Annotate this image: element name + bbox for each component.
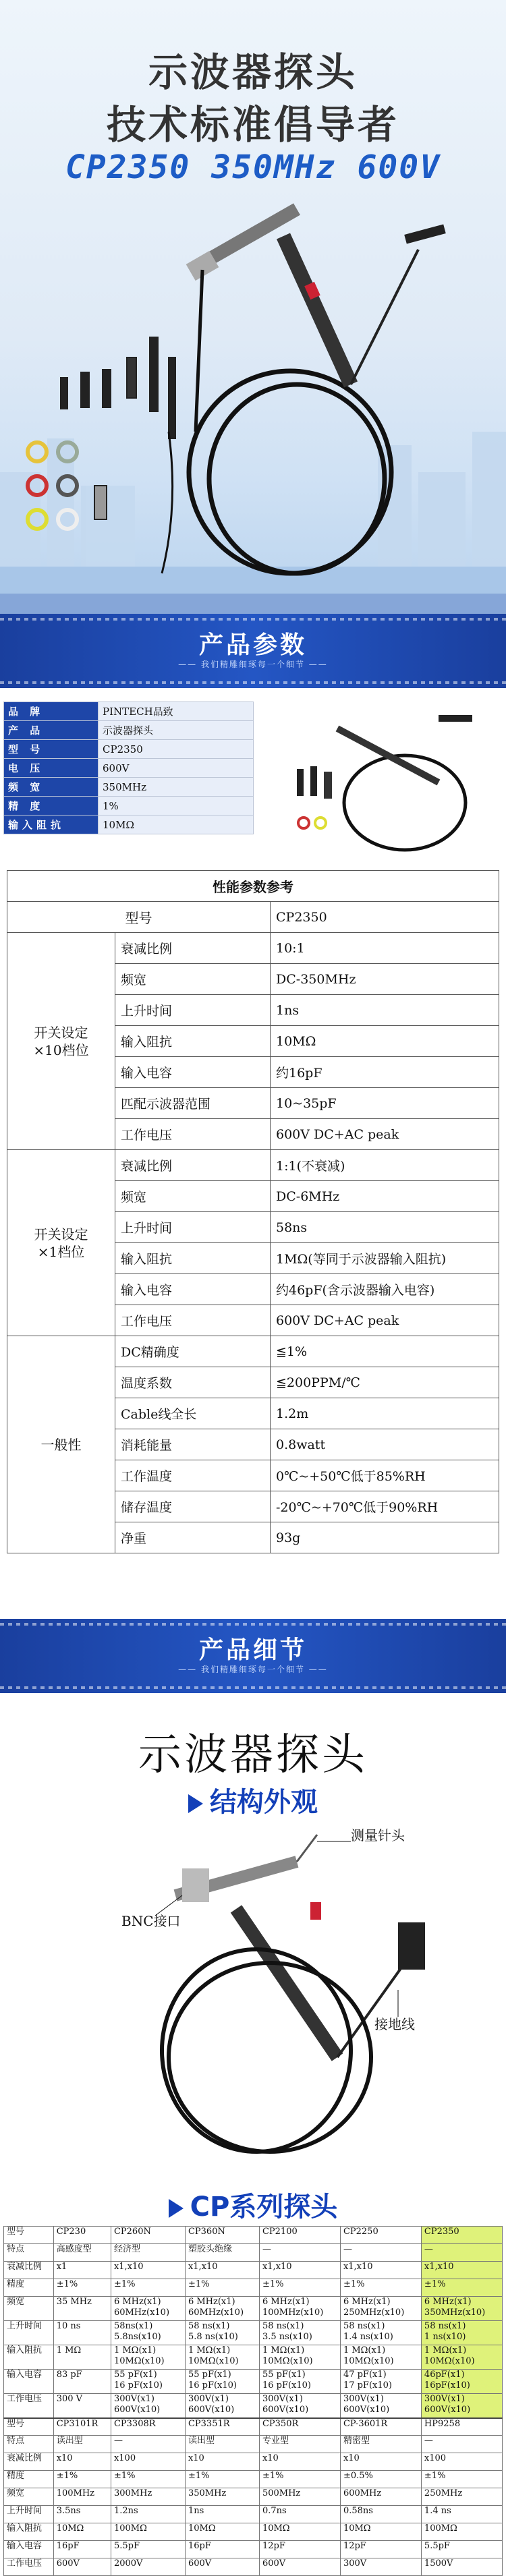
ptable-header-cell: CP3351R: [185, 2418, 259, 2436]
ptable-header-cell: CP-3601R: [340, 2418, 421, 2436]
ptable-row: [4, 2321, 503, 2345]
ptable-cell: 300V(x1) 600V(x10): [340, 2394, 421, 2418]
perf-param: 匹配示波器范围: [115, 1088, 271, 1119]
ptable-row: [4, 2523, 503, 2541]
perf-value: 1.2m: [271, 1398, 499, 1429]
perf-row: [7, 933, 499, 964]
ptable-cell: 专业型: [259, 2436, 340, 2453]
ptable-cell: 100MΩ: [111, 2523, 185, 2541]
ptable-cell: 特点: [4, 2436, 54, 2453]
perf-param: 工作温度: [115, 1460, 271, 1491]
perf-value: 约46pF(含示波器输入电容): [271, 1274, 499, 1305]
ptable-cell: 输入电容: [4, 2541, 54, 2558]
perf-value: 600V DC+AC peak: [271, 1305, 499, 1336]
ptable-cell: ±1%: [53, 2279, 111, 2297]
spec-row: [4, 759, 254, 778]
ptable-cell: 3.5ns: [53, 2506, 111, 2523]
ptable-cell: 55 pF(x1) 16 pF(x10): [185, 2370, 259, 2394]
ptable-cell: 58 ns(x1) 1 ns(x10): [421, 2321, 502, 2345]
perf-model-label: 型号: [7, 902, 271, 933]
ptable-row: [4, 2244, 503, 2262]
ptable-row: [4, 2262, 503, 2279]
ptable-cell: 2000V: [111, 2558, 185, 2576]
ptable-cell: x10: [53, 2453, 111, 2471]
cp-series-heading: CP系列探头: [0, 2185, 506, 2224]
ptable-cell: 58 ns(x1) 1.4 ns(x10): [340, 2321, 421, 2345]
ptable-cell: x1,x10: [421, 2262, 502, 2279]
ptable-cell: 6 MHz(x1) 60MHz(x10): [111, 2297, 185, 2321]
section-subtitle-params: —— 我们精雕细琢每一个细节 ——: [178, 660, 328, 669]
ptable-cell: 100MΩ: [421, 2523, 502, 2541]
ptable-cell: —: [340, 2244, 421, 2262]
spec-row: [4, 778, 254, 797]
arrow-right-icon: [169, 2199, 184, 2218]
perf-value: 58ns: [271, 1212, 499, 1243]
probe-product-image: [0, 196, 506, 600]
perf-param: Cable线全长: [115, 1398, 271, 1429]
ptable-cell: 输入阻抗: [4, 2523, 54, 2541]
ptable-cell: 5.5pF: [111, 2541, 185, 2558]
label-probe-tip: 测量针头: [351, 1827, 405, 1843]
spec-row: [4, 702, 254, 721]
ptable-cell: 500MHz: [259, 2488, 340, 2506]
ptable-cell: 600V: [53, 2558, 111, 2576]
section-bar-details: [0, 1619, 506, 1693]
ptable-cell: 5.5pF: [421, 2541, 502, 2558]
ptable-cell: 工作电压: [4, 2558, 54, 2576]
ptable-cell: 输入阻抗: [4, 2345, 54, 2370]
ptable-cell: x1,x10: [259, 2262, 340, 2279]
probe-structure-diagram: [0, 1821, 506, 2179]
spec-key: 品 牌: [4, 702, 99, 721]
ptable-header-cell: 型号: [4, 2227, 54, 2244]
ptable-cell: 输入电容: [4, 2370, 54, 2394]
perf-param: 衰减比例: [115, 1150, 271, 1181]
perf-value: 0.8watt: [271, 1429, 499, 1460]
ptable-cell: ±0.5%: [340, 2471, 421, 2488]
perf-param: 上升时间: [115, 1212, 271, 1243]
ptable-cell: 0.7ns: [259, 2506, 340, 2523]
ptable-cell: —: [421, 2244, 502, 2262]
ptable-cell: 55 pF(x1) 16 pF(x10): [259, 2370, 340, 2394]
ptable-cell: 6 MHz(x1) 350MHz(x10): [421, 2297, 502, 2321]
ptable-cell: 精密型: [340, 2436, 421, 2453]
ptable-cell: 特点: [4, 2244, 54, 2262]
ptable-cell: 频宽: [4, 2488, 54, 2506]
ptable-header-cell: 型号: [4, 2418, 54, 2436]
ptable-cell: 1 MΩ(x1) 10MΩ(x10): [111, 2345, 185, 2370]
perf-param: 储存温度: [115, 1491, 271, 1522]
ptable-header-cell: CP350R: [259, 2418, 340, 2436]
perf-value: 1ns: [271, 995, 499, 1026]
spec-key: 精 度: [4, 797, 99, 815]
perf-param: 工作电压: [115, 1305, 271, 1336]
ptable-cell: 16pF: [53, 2541, 111, 2558]
ptable-cell: 300V: [340, 2558, 421, 2576]
ptable-cell: 6 MHz(x1) 60MHz(x10): [185, 2297, 259, 2321]
ptable-cell: x10: [185, 2453, 259, 2471]
ptable-cell: —: [259, 2244, 340, 2262]
ptable-cell: 300V(x1) 600V(x10): [259, 2394, 340, 2418]
ptable-cell: ±1%: [111, 2279, 185, 2297]
ptable-cell: 300 V: [53, 2394, 111, 2418]
ptable-header-cell: CP360N: [185, 2227, 259, 2244]
ptable-cell: 16pF: [185, 2541, 259, 2558]
perf-param: 消耗能量: [115, 1429, 271, 1460]
perf-title-row: [7, 871, 499, 902]
ptable-cell: x1,x10: [340, 2262, 421, 2279]
spec-value: PINTECH品致: [99, 702, 254, 721]
perf-value: 0℃~+50℃低于85%RH: [271, 1460, 499, 1491]
perf-value: 1:1(不衰减): [271, 1150, 499, 1181]
cp-series-table: [3, 2226, 503, 2576]
ptable-cell: 工作电压: [4, 2394, 54, 2418]
perf-row: [7, 1336, 499, 1367]
ptable-row: [4, 2436, 503, 2453]
ptable-cell: 1 MΩ(x1) 10MΩ(x10): [340, 2345, 421, 2370]
perf-param: 上升时间: [115, 995, 271, 1026]
ptable-cell: ±1%: [185, 2279, 259, 2297]
ptable-row: [4, 2394, 503, 2418]
spec-key: 输入阻抗: [4, 815, 99, 834]
perf-param: 频宽: [115, 1181, 271, 1212]
ptable-cell: 83 pF: [53, 2370, 111, 2394]
ptable-header-cell: CP2100: [259, 2227, 340, 2244]
ptable-cell: ±1%: [340, 2279, 421, 2297]
ptable-header-cell: CP3308R: [111, 2418, 185, 2436]
section-subtitle-details: —— 我们精雕细琢每一个细节 ——: [178, 1665, 328, 1674]
perf-value: 约16pF: [271, 1057, 499, 1088]
ptable-header-row: [4, 2227, 503, 2244]
ptable-cell: 6 MHz(x1) 100MHz(x10): [259, 2297, 340, 2321]
ptable-cell: 经济型: [111, 2244, 185, 2262]
spec-key: 产 品: [4, 721, 99, 740]
ptable-cell: ±1%: [259, 2471, 340, 2488]
ptable-cell: 1 MΩ: [53, 2345, 111, 2370]
perf-model-row: [7, 902, 499, 933]
spec-row: [4, 797, 254, 815]
ptable-cell: 1500V: [421, 2558, 502, 2576]
perf-value: 1MΩ(等同于示波器输入阻抗): [271, 1243, 499, 1274]
ptable-cell: 1.2ns: [111, 2506, 185, 2523]
ptable-row: [4, 2297, 503, 2321]
ptable-cell: 250MHz: [421, 2488, 502, 2506]
ptable-cell: ±1%: [421, 2471, 502, 2488]
perf-value: 10MΩ: [271, 1026, 499, 1057]
ptable-cell: 47 pF(x1) 17 pF(x10): [340, 2370, 421, 2394]
perf-value: -20℃~+70℃低于90%RH: [271, 1491, 499, 1522]
ptable-cell: ±1%: [111, 2471, 185, 2488]
ptable-header-cell: CP3101R: [53, 2418, 111, 2436]
section-title-params: 产品参数: [198, 631, 307, 659]
ptable-cell: 100MHz: [53, 2488, 111, 2506]
ptable-cell: 1 MΩ(x1) 10MΩ(x10): [185, 2345, 259, 2370]
ptable-cell: 1ns: [185, 2506, 259, 2523]
label-ground: 接地线: [374, 2016, 415, 2032]
perf-value: 10:1: [271, 933, 499, 964]
ptable-cell: 0.58ns: [340, 2506, 421, 2523]
perf-value: DC-6MHz: [271, 1181, 499, 1212]
ptable-header-cell: HP9258: [421, 2418, 502, 2436]
perf-param: 频宽: [115, 964, 271, 995]
ptable-cell: 6 MHz(x1) 250MHz(x10): [340, 2297, 421, 2321]
ptable-row: [4, 2453, 503, 2471]
perf-group-label: 一般性: [7, 1336, 115, 1553]
accessory-parts: [28, 337, 175, 573]
ptable-cell: x1: [53, 2262, 111, 2279]
ptable-cell: —: [111, 2436, 185, 2453]
perf-value: 600V DC+AC peak: [271, 1119, 499, 1150]
ptable-cell: 10 ns: [53, 2321, 111, 2345]
ptable-cell: 300V(x1) 600V(x10): [421, 2394, 502, 2418]
probe-thumbnail: [270, 702, 499, 863]
ptable-cell: ±1%: [185, 2471, 259, 2488]
spec-table: [3, 702, 254, 834]
ptable-cell: x1,x10: [111, 2262, 185, 2279]
ptable-cell: ±1%: [259, 2279, 340, 2297]
ptable-cell: 10MΩ: [185, 2523, 259, 2541]
spec-row: [4, 815, 254, 834]
ptable-cell: 10MΩ: [340, 2523, 421, 2541]
perf-param: DC精确度: [115, 1336, 271, 1367]
perf-param: 输入阻抗: [115, 1243, 271, 1274]
ptable-cell: 1.4 ns: [421, 2506, 502, 2523]
arrow-right-icon: [188, 1794, 203, 1813]
detail-heading: 示波器探头: [138, 1730, 368, 1780]
ptable-cell: 10MΩ: [53, 2523, 111, 2541]
spec-key: 电 压: [4, 759, 99, 778]
perf-row: [7, 1150, 499, 1181]
ptable-cell: 600V: [259, 2558, 340, 2576]
perf-param: 输入电容: [115, 1274, 271, 1305]
ptable-cell: 衰减比例: [4, 2453, 54, 2471]
ptable-cell: x10: [259, 2453, 340, 2471]
ptable-cell: x100: [111, 2453, 185, 2471]
ptable-cell: 35 MHz: [53, 2297, 111, 2321]
ptable-cell: 读出型: [53, 2436, 111, 2453]
ptable-cell: 300V(x1) 600V(x10): [111, 2394, 185, 2418]
ptable-header-cell: CP260N: [111, 2227, 185, 2244]
perf-param: 工作电压: [115, 1119, 271, 1150]
ptable-cell: x10: [340, 2453, 421, 2471]
ptable-cell: 上升时间: [4, 2321, 54, 2345]
ptable-row: [4, 2279, 503, 2297]
perf-model-value: CP2350: [271, 902, 499, 933]
ptable-cell: 300MHz: [111, 2488, 185, 2506]
ptable-cell: 上升时间: [4, 2506, 54, 2523]
ptable-cell: 衰减比例: [4, 2262, 54, 2279]
ptable-row: [4, 2488, 503, 2506]
ptable-cell: 600MHz: [340, 2488, 421, 2506]
ptable-cell: 频宽: [4, 2297, 54, 2321]
spec-row: [4, 740, 254, 759]
spec-key: 频 宽: [4, 778, 99, 797]
ptable-row: [4, 2506, 503, 2523]
ptable-cell: 58 ns(x1) 5.8 ns(x10): [185, 2321, 259, 2345]
spec-value: 350MHz: [99, 778, 254, 797]
ptable-row: [4, 2541, 503, 2558]
spec-value: 示波器探头: [99, 721, 254, 740]
perf-value: 10~35pF: [271, 1088, 499, 1119]
label-bnc: BNC接口: [121, 1913, 181, 1929]
ptable-cell: 58ns(x1) 5.8ns(x10): [111, 2321, 185, 2345]
perf-value: 93g: [271, 1522, 499, 1553]
ptable-cell: 350MHz: [185, 2488, 259, 2506]
hero-title-1: 示波器探头: [148, 49, 358, 95]
spec-key: 型 号: [4, 740, 99, 759]
ptable-cell: 精度: [4, 2279, 54, 2297]
detail-subheading: 结构外观: [0, 1781, 506, 1819]
spec-value: 1%: [99, 797, 254, 815]
ptable-cell: 1 MΩ(x1) 10MΩ(x10): [259, 2345, 340, 2370]
perf-value: ≦200PPM/℃: [271, 1367, 499, 1398]
ptable-cell: —: [421, 2436, 502, 2453]
section-title-details: 产品细节: [198, 1636, 307, 1664]
ptable-header-cell: CP230: [53, 2227, 111, 2244]
ptable-cell: ±1%: [53, 2471, 111, 2488]
hero-model: CP2350 350MHz 600V: [65, 148, 441, 186]
ptable-row: [4, 2471, 503, 2488]
ptable-cell: 55 pF(x1) 16 pF(x10): [111, 2370, 185, 2394]
ptable-cell: 塑胶头绝缘: [185, 2244, 259, 2262]
perf-param: 输入电容: [115, 1057, 271, 1088]
ptable-header-row: [4, 2418, 503, 2436]
hero-banner: [0, 0, 506, 614]
ptable-cell: 12pF: [259, 2541, 340, 2558]
perf-value: DC-350MHz: [271, 964, 499, 995]
perf-param: 温度系数: [115, 1367, 271, 1398]
perf-title: 性能参数参考: [7, 871, 499, 902]
spec-value: CP2350: [99, 740, 254, 759]
ptable-header-cell: CP2350: [421, 2227, 502, 2244]
ptable-cell: 读出型: [185, 2436, 259, 2453]
spec-value: 10MΩ: [99, 815, 254, 834]
ptable-cell: ±1%: [421, 2279, 502, 2297]
ptable-row: [4, 2345, 503, 2370]
ptable-cell: x1,x10: [185, 2262, 259, 2279]
perf-group-label: 开关设定 ×1档位: [7, 1150, 115, 1336]
performance-table: [7, 870, 499, 1553]
spec-row: [4, 721, 254, 740]
perf-value: ≦1%: [271, 1336, 499, 1367]
ptable-cell: 58 ns(x1) 3.5 ns(x10): [259, 2321, 340, 2345]
ptable-row: [4, 2558, 503, 2576]
ptable-cell: 12pF: [340, 2541, 421, 2558]
ptable-row: [4, 2370, 503, 2394]
ptable-header-cell: CP2250: [340, 2227, 421, 2244]
section-bar-params: [0, 614, 506, 688]
ptable-cell: 1 MΩ(x1) 10MΩ(x10): [421, 2345, 502, 2370]
perf-param: 输入阻抗: [115, 1026, 271, 1057]
spec-value: 600V: [99, 759, 254, 778]
perf-param: 净重: [115, 1522, 271, 1553]
ptable-cell: 精度: [4, 2471, 54, 2488]
ptable-cell: 46pF(x1) 16pF(x10): [421, 2370, 502, 2394]
perf-group-label: 开关设定 ×10档位: [7, 933, 115, 1150]
ptable-cell: 300V(x1) 600V(x10): [185, 2394, 259, 2418]
ptable-cell: 高感度型: [53, 2244, 111, 2262]
ptable-cell: 600V: [185, 2558, 259, 2576]
perf-param: 衰减比例: [115, 933, 271, 964]
hero-title-2: 技术标准倡导者: [106, 102, 399, 148]
ptable-cell: x100: [421, 2453, 502, 2471]
ptable-cell: 10MΩ: [259, 2523, 340, 2541]
